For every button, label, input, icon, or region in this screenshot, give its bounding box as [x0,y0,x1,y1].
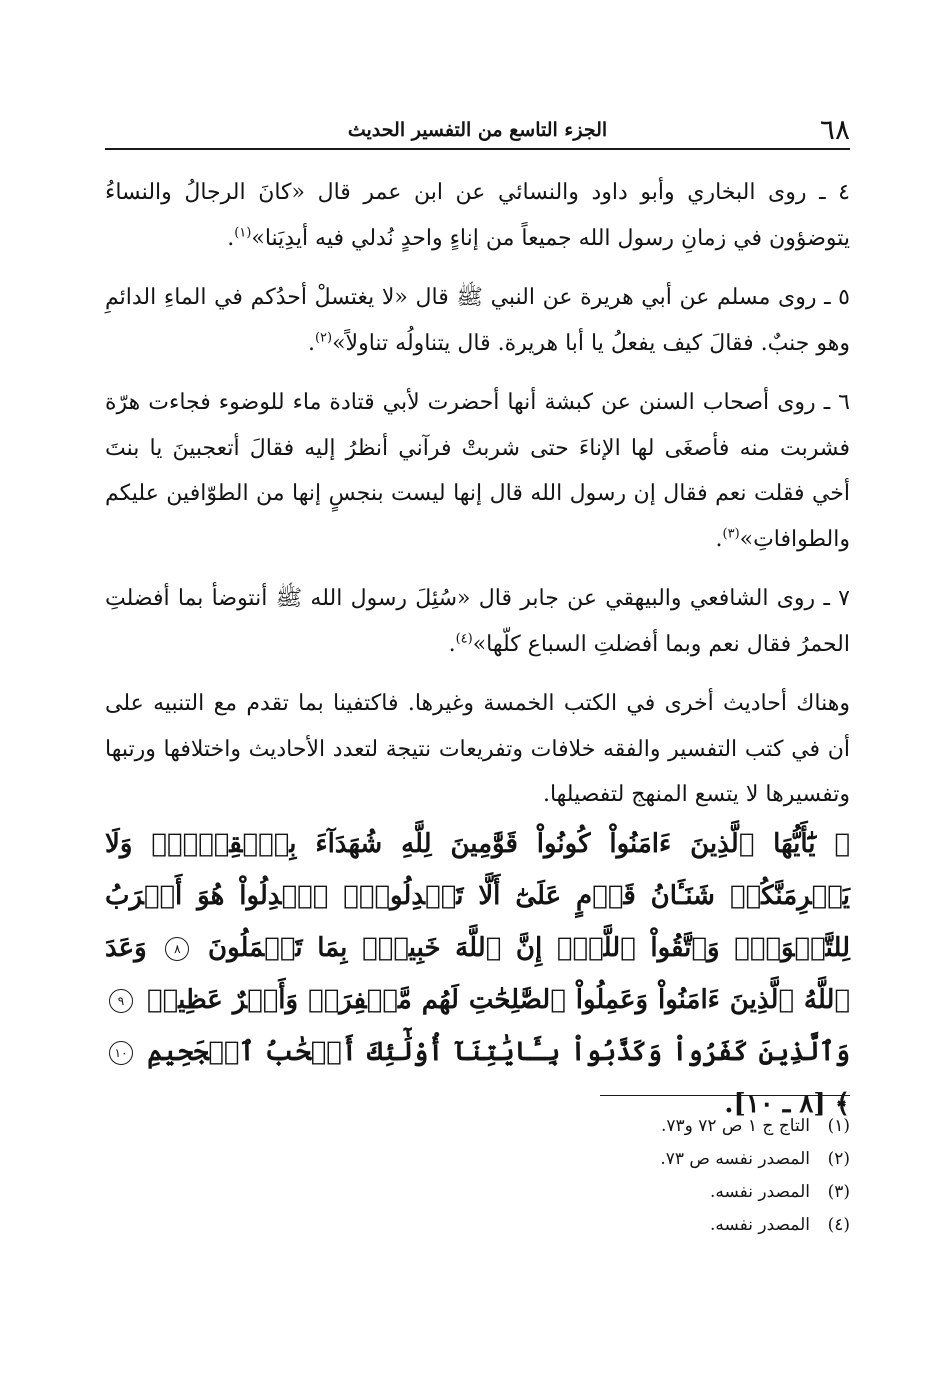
footnote-number: (١) [827,1116,850,1136]
footnote [105,1143,850,1176]
footnote-text: المصدر نفسه. [709,1182,810,1202]
verse-number-mark: ١٠ [109,1041,133,1065]
hadith-paragraph-4 [105,170,850,261]
footnote [105,1176,850,1209]
verse-8: يَٰٓأَيُّهَا ٱلَّذِينَ ءَامَنُواْ كُونُواْ قَوَّٰمِينَ لِلَّهِ شُهَدَآءَ بِٱلۡقِسۡطِۖ وَلَا يَجۡرِمَنَّكُمۡ شَنَـَٔانُ قَوۡمٍ عَلَىٰٓ أَلَّا تَعۡدِلُواْۚ ٱعۡدِلُواْ هُوَ أَقۡرَبُ لِلتَّقۡوَىٰۖ وَٱتَّقُواْ ٱللَّهَۚ إِنَّ ٱللَّهَ خَبِيرُۢ بِمَا تَعۡمَلُونَ [105,829,850,963]
footnote-ref: (٤) [455,631,473,647]
paragraph-text: ٤ ـ روى البخاري وأبو داود والنسائي عن ابن عمر قال «كانَ الرجالُ والنساءُ يتوضؤون في زمانِ رسول الله جميعاً من إناءٍ واحدٍ نُدلي فيه أيدِيَنا» [105,180,850,251]
footnote-ref: (٣) [722,526,740,542]
footnote-text: المصدر نفسه ص ٧٣. [660,1149,810,1169]
footnotes [105,1110,850,1242]
paragraph-text: ٥ ـ روى مسلم عن أبي هريرة عن النبي ﷺ قال «لا يغتسلْ أحدُكم في الماءِ الدائمِ وهو جنبٌ. فقالَ كيف يفعلُ يا أبا هريرة. قال يتناولُه تناولاً» [105,285,850,356]
paragraph-end: . [715,526,723,552]
paragraph-end: . [448,631,456,657]
hadith-paragraph-6 [105,380,850,562]
footnote-number: (٤) [827,1215,850,1235]
page-number: ٦٨ [819,113,850,146]
paragraph-text: ٦ ـ روى أصحاب السنن عن كبشة أنها أحضرت لأبي قتادة ماء للوضوء فجاءت هرّة فشربت منه فأصغَى لها الإناءَ حتى شربتْ فرآني أنظرُ إليه فقالَ أتعجبينَ يا بنتَ أخي فقلت نعم فقال إن رسول الله قال إنها ليست بنجسٍ إنها من الطوّافين عليكم والطوافاتِ» [105,390,850,552]
hadith-paragraph-5 [105,275,850,366]
footnote [105,1110,850,1143]
paragraph-text: وهناك أحاديث أخرى في الكتب الخمسة وغيرها. فاكتفينا بما تقدم مع التنبيه على أن في كتب التفسير والفقه خلافات وتفريعات نتيجة لتعدد الأحاديث واختلافها ورتبها وتفسيرها لا يتسع المنهج لتفصيلها. [105,691,850,807]
body-text [105,170,850,832]
page-header [105,112,850,150]
running-head: الجزء التاسع من التفسير الحديث [347,119,608,141]
hadith-paragraph-7 [105,576,850,667]
footnote [105,1209,850,1242]
verse-reference: [٨ ـ ١٠]. [724,1089,826,1119]
paragraph-end: . [227,225,235,251]
quran-close-bracket: ﴾ [834,1089,850,1119]
footnote-divider [600,1095,850,1096]
verse-9: وَعَدَ ٱللَّهُ ٱلَّذِينَ ءَامَنُواْ وَعَمِلُواْ ٱلصَّٰلِحَٰتِ لَهُم مَّغۡفِرَةٞ وَأَجۡرٌ عَظِيمٞ [105,933,850,1015]
verse-10: وَٱلَّذِينَ كَفَرُواْ وَكَذَّبُواْ بِـَٔايَٰتِنَآ أُوْلَٰٓئِكَ أَصۡحَٰبُ ٱلۡجَحِيمِ [147,1037,850,1067]
footnote-ref: (١) [234,225,252,241]
footnote-text: المصدر نفسه. [709,1215,810,1235]
footnote-number: (٢) [827,1149,850,1169]
quran-passage [105,818,850,1130]
footnote-number: (٣) [827,1182,850,1202]
footnote-ref: (٢) [314,330,333,346]
footnote-text: التاج ج ١ ص ٧٢ و٧٣. [660,1116,810,1136]
verse-number-mark: ٩ [109,989,133,1013]
quran-open-bracket: ﴿ [834,829,850,859]
paragraph-end: . [307,330,315,356]
paragraph-text: ٧ ـ روى الشافعي والبيهقي عن جابر قال «سُئِلَ رسول الله ﷺ أنتوضأ بما أفضلتِ الحمرُ فقال نعم وبما أفضلتِ السباع كلّها» [105,586,850,657]
verse-number-mark: ٨ [165,937,189,961]
closing-paragraph [105,681,850,818]
